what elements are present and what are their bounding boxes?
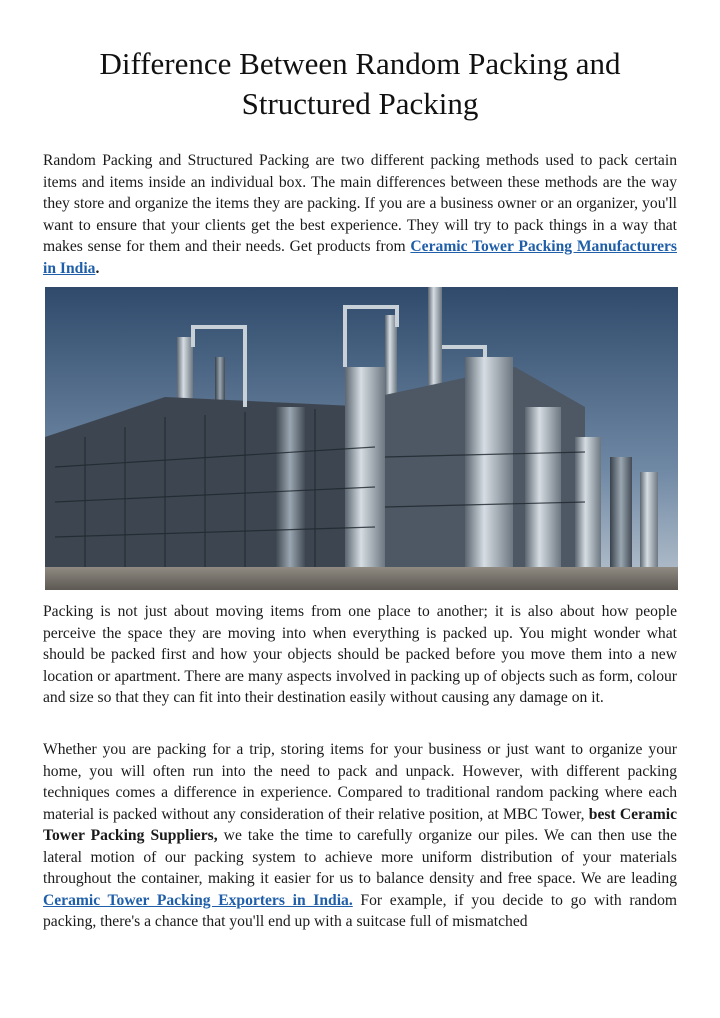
- intro-text: Random Packing and Structured Packing are two different packing methods used to pack certain items and items inside an individual box. The main differences between these methods are the way they store and organize the items they are packing. If you are a business owner or an organizer, you'll want to ensure that your clients get the best experience. They will try to pack things in a way that makes sense for them and their needs. Get products from: [43, 152, 677, 255]
- intro-paragraph: [43, 150, 677, 279]
- packing-perception-paragraph: Packing is not just about moving items from one place to another; it is also about how people perceive the space they are moving into when everything is packed up. You might wonder what should be packed first and how your objects should be packed before you move them into a new location or apartment. There are many aspects involved in packing up of objects such as form, colour and size so that they can fit into their destination easily without causing any damage on it.: [43, 603, 677, 706]
- manufacturers-link[interactable]: Ceramic Tower Packing Manufacturers in India: [43, 238, 677, 277]
- intro-tail: .: [95, 259, 100, 277]
- packing-techniques-paragraph: [43, 739, 677, 933]
- page-title: Difference Between Random Packing and Structured Packing: [99, 46, 621, 121]
- industrial-plant-image: [45, 287, 678, 590]
- techniques-text-1: Whether you are packing for a trip, storing items for your business or just want to organize your home, you will often run into the need to pack and unpack. However, with different packing techniques comes a difference in experience. Compared to traditional random packing where each material is packed without any consideration of their relative position, at MBC Tower,: [43, 741, 677, 823]
- techniques-text-2: we take the time to carefully organize our piles. We can then use the lateral motion of our packing system to achieve more uniform distribution of your materials throughout the container, making it easier for us to balance density and free space. We are leading: [43, 827, 677, 887]
- techniques-text-3: For example, if you decide to go with random packing, there's a chance that you'll end up with a suitcase full of mismatched: [43, 891, 677, 930]
- exporters-link[interactable]: Ceramic Tower Packing Exporters in India.: [43, 891, 353, 909]
- suppliers-bold-text: best Ceramic Tower Packing Suppliers,: [43, 805, 677, 844]
